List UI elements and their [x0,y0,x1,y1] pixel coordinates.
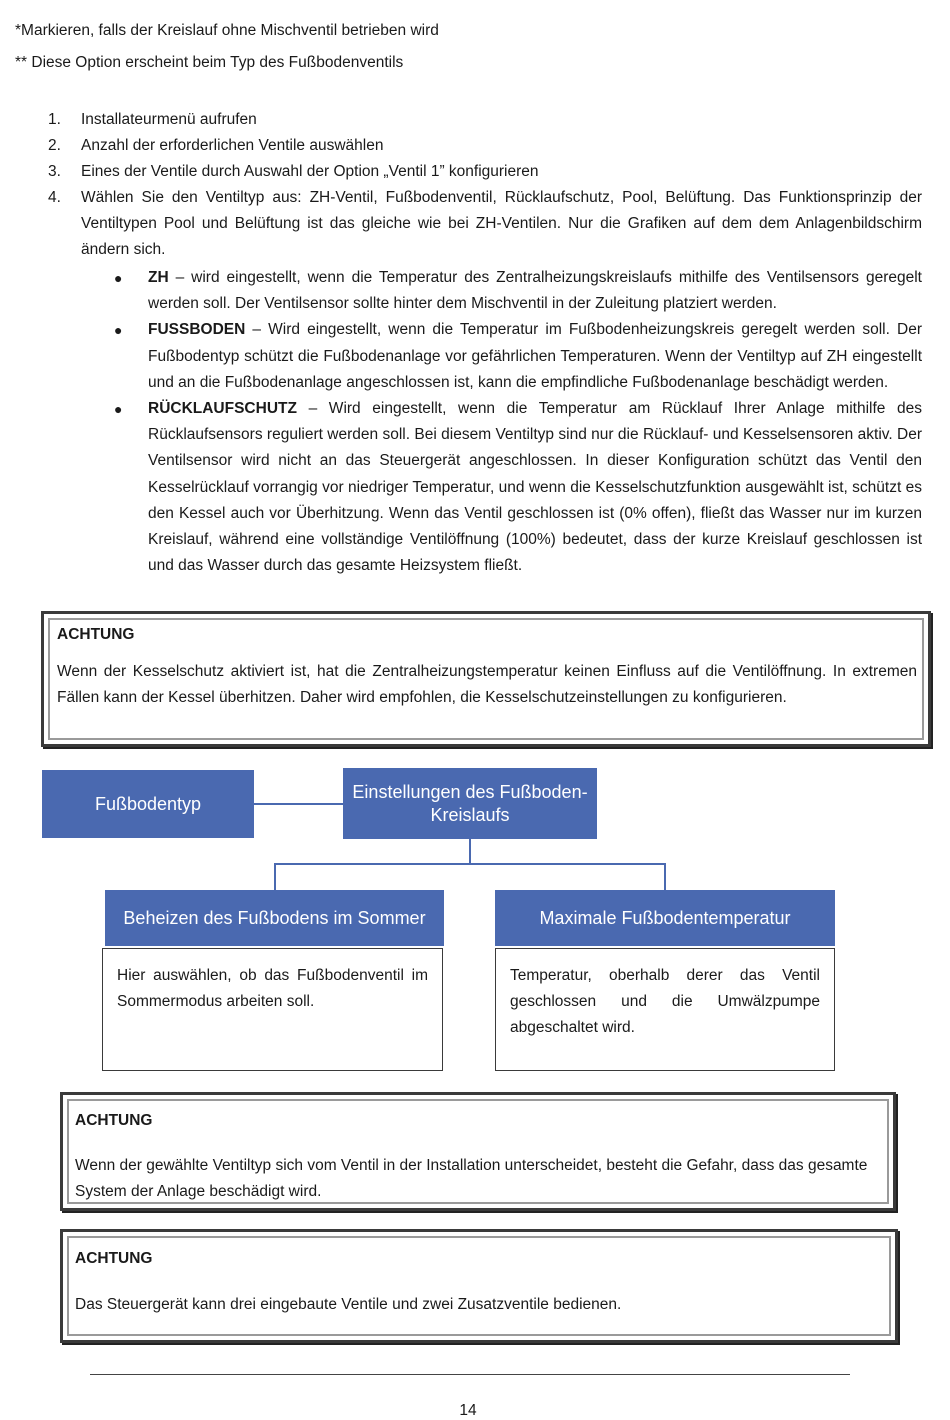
diagram-box-floor-type: Fußbodentyp [42,770,254,838]
valve-type-item [112,396,922,579]
footnote-1: *Markieren, falls der Kreislauf ohne Mischventil betrieben wird [15,22,439,39]
diagram-connector-line [274,863,666,865]
valve-type-item [112,317,922,396]
valve-type-text: – Wird eingestellt, wenn die Temperatur im Fußbodenheizungskreis geregelt werden soll. Der Fußbodentyp schützt die Fußbodenanlage vor gefährlichen Temperaturen. Wenn der Ventiltyp auf ZH eingestellt und an die Fußbodenanlage angeschlossen ist, kann die empfindliche Fußbodenanlage beschädigt werden. [148,321,922,391]
step-text: Anzahl der erforderlichen Ventile auswählen [81,137,384,154]
diagram-connector-line [254,803,343,805]
diagram-connector-line [274,863,276,890]
valve-type-name: RÜCKLAUFSCHUTZ [148,400,297,418]
warning-text: Das Steuergerät kann drei eingebaute Ventile und zwei Zusatzventile bedienen. [75,1296,622,1313]
diagram-desc-max-floor-temp: Temperatur, oberhalb derer das Ventil geschlossen und die Umwälzpumpe abgeschaltet wird. [495,948,835,1071]
step-text: Wählen Sie den Ventiltyp aus: ZH-Ventil, Fußbodenventil, Rücklaufschutz, Pool, Belüftung. Das Funktionsprinzip der Ventiltypen Pool und Belüftung ist das gleiche wie bei ZH-Ventilen. Nur die Grafiken auf dem dem Anlagenbildschirm ändern sich. [81,189,922,258]
warning-title: ACHTUNG [75,1250,153,1267]
bullet-icon: ● [114,401,123,418]
diagram-box-root: Einstellungen des Fußboden-Kreislaufs [343,768,597,839]
diagram-desc-summer-heating: Hier auswählen, ob das Fußbodenventil im Sommermodus arbeiten soll. [102,948,443,1071]
footer-divider [90,1374,850,1375]
warning-text: Wenn der Kesselschutz aktiviert ist, hat die Zentralheizungstemperatur keinen Einfluss auf die Ventilöffnung. In extremen Fällen kann der Kessel überhitzen. Daher wird empfohlen, die Kesselschutzeinstellungen zu konfigurieren. [57,663,917,706]
step-text: Installateurmenü aufrufen [81,111,257,128]
warning-box-inner-frame [67,1236,891,1336]
warning-box-boiler-protection [41,611,931,747]
warning-title: ACHTUNG [57,626,135,643]
warning-text: Wenn der gewählte Ventiltyp sich vom Ventil in der Installation unterscheidet, besteht die Gefahr, dass das gesamte System der Anlage beschädigt wird. [75,1157,868,1200]
step-item [48,133,922,159]
valve-type-item [112,265,922,317]
step-item [48,185,922,263]
step-number: 4. [48,189,61,206]
step-number: 2. [48,137,61,154]
diagram-box-summer-heating: Beheizen des Fußbodens im Sommer [105,890,444,946]
diagram-connector-line [469,839,471,864]
diagram-connector-line [664,863,666,890]
steps-list [48,107,922,263]
warning-box-valve-count [60,1229,898,1343]
valve-type-text: – wird eingestellt, wenn die Temperatur des Zentralheizungskreislaufs mithilfe des Ventilsensors geregelt werden soll. Der Ventilsensor sollte hinter dem Mischventil in der Zuleitung platziert werden. [148,269,922,313]
diagram-box-max-floor-temp: Maximale Fußbodentemperatur [495,890,835,946]
page-number: 14 [459,1402,477,1419]
valve-type-list [112,265,922,579]
step-item [48,107,922,133]
footnote-2: ** Diese Option erscheint beim Typ des Fußbodenventils [15,54,404,71]
step-number: 1. [48,111,61,128]
valve-type-text: – Wird eingestellt, wenn die Temperatur am Rücklauf Ihrer Anlage mithilfe des Rücklaufsensors reguliert werden soll. Bei diesem Ventiltyp sind nur die Rücklauf- und Kesselsensoren aktiv. Der Ventilsensor wird nicht an das Steuergerät angeschlossen. In dieser Konfiguration schützt das Ventil den Kesselrücklauf vorrangig vor niedriger Temperatur, und wenn die Kesselschutzfunktion ausgewählt ist, schützt es den Kessel auch vor Überhitzung. Wenn das Ventil geschlossen ist (0% offen), fließt das Wasser nur im kurzen Kreislauf, während eine vollständige Ventilöffnung (100%) bedeutet, dass der kurze Kreislauf geschlossen ist und das Wasser durch das gesamte Heizsystem fließt. [148,400,922,575]
valve-type-name: ZH [148,269,169,286]
step-item [48,159,922,185]
bullet-icon: ● [114,270,123,286]
step-text: Eines der Ventile durch Auswahl der Option „Ventil 1” konfigurieren [81,163,539,180]
warning-title: ACHTUNG [75,1112,153,1129]
bullet-icon: ● [114,322,123,339]
valve-type-name: FUSSBODEN [148,321,246,339]
warning-box-valve-type [60,1092,896,1211]
step-number: 3. [48,163,61,180]
